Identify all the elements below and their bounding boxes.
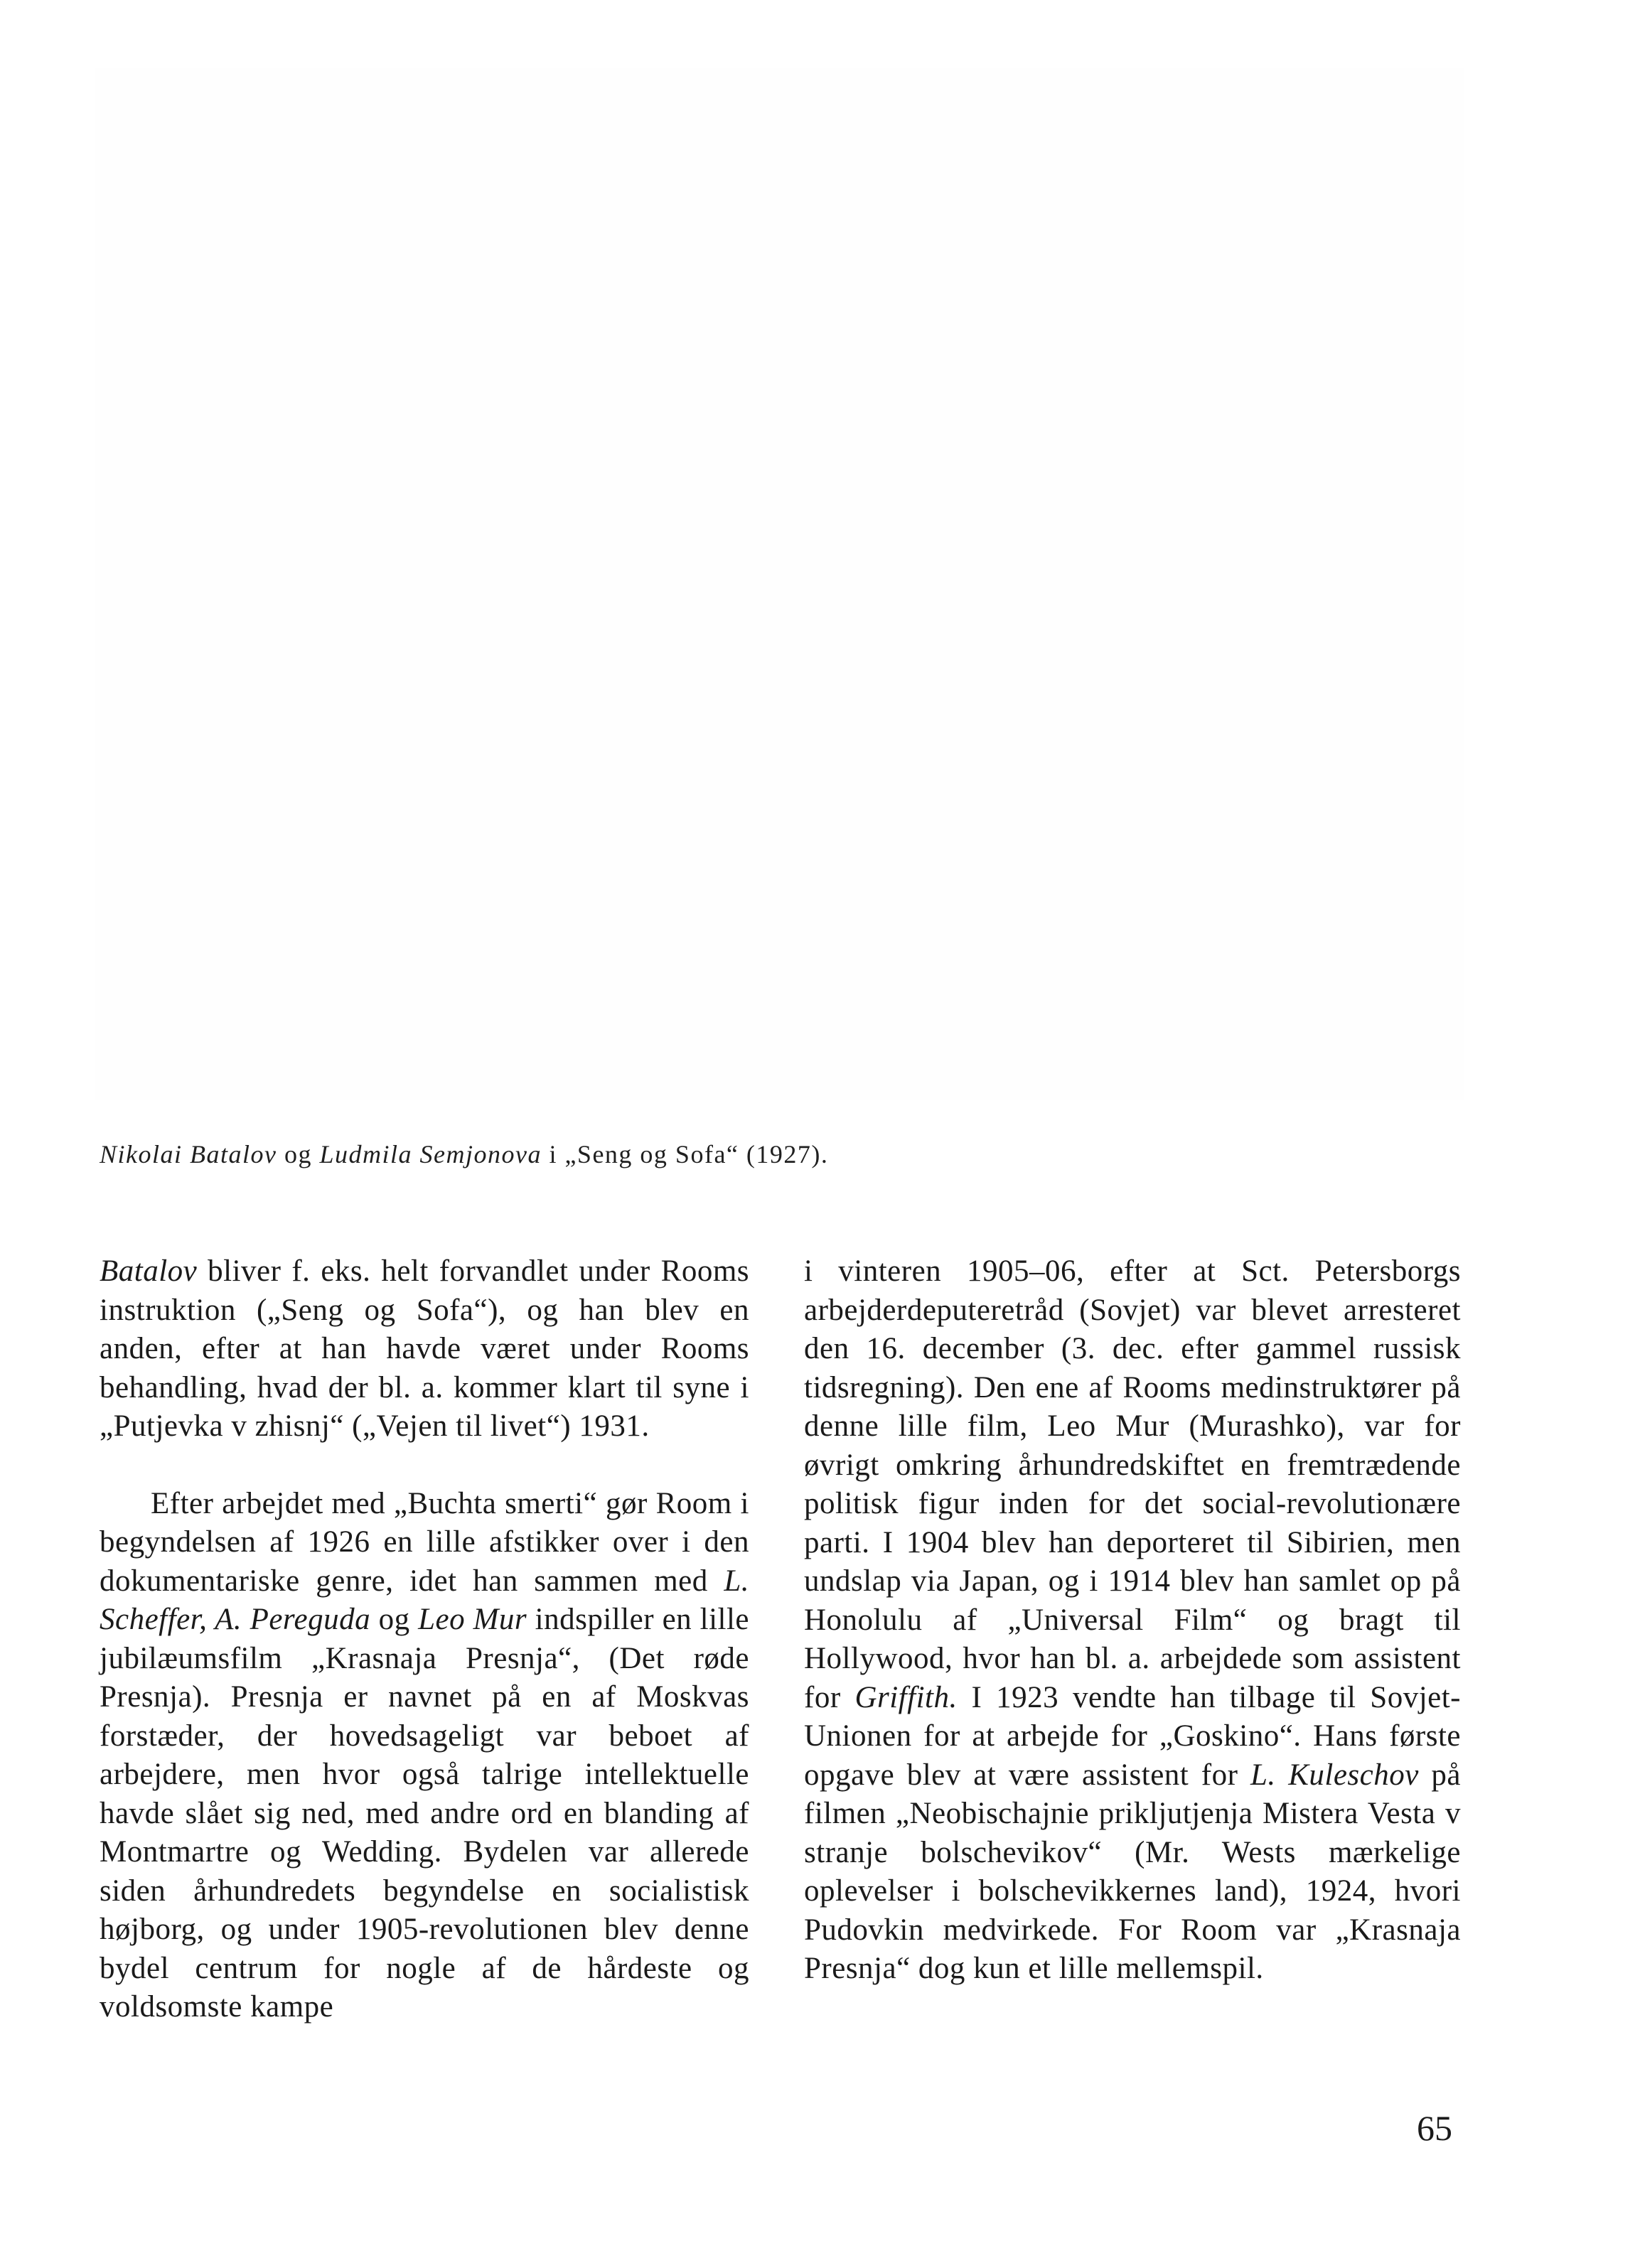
caption-connector: og xyxy=(277,1140,320,1168)
caption-name-semjonova: Ludmila Semjonova xyxy=(319,1140,542,1168)
left-paragraph-2 xyxy=(100,1485,749,2027)
page-number: 65 xyxy=(1417,2108,1452,2148)
left-p2-og: og xyxy=(370,1603,419,1636)
right-column xyxy=(804,1252,1461,1989)
right-text-3: på filmen „Neobischajnie prikljutjenja Mistera Vesta v stranje bolschevikov“ (Mr. Wests mærkelige oplevelser i bolschevikkernes land), 1924, hvori Pudovkin medvirkede. For Room var „Krasnaja Presnja“ dog kun et lille mellemspil. xyxy=(804,1758,1461,1985)
right-paragraph xyxy=(804,1252,1461,1989)
caption-name-batalov: Nikolai Batalov xyxy=(100,1140,277,1168)
left-p2-names: L. Scheffer, A. Pereguda xyxy=(100,1564,749,1636)
right-griffith: Griffith. xyxy=(854,1680,958,1714)
right-text-1: i vinteren 1905–06, efter at Sct. Petersborgs arbejderdeputeretråd (Sovjet) var blevet arresteret den 16. december (3. dec. efter gammel russisk tidsregning). Den ene af Rooms medinstruktører på denne lille film, Leo Mur (Murashko), var for øvrigt omkring århundredskiftet en fremtrædende politisk figur inden for det social-revolutionære parti. I 1904 blev han deporteret til Sibirien, men undslap via Japan, og i 1914 blev han samlet op på Honolulu af „Universal Film“ og bragt til Hollywood, hvor han bl. a. arbejdede som assistent for xyxy=(804,1254,1461,1714)
left-column xyxy=(100,1252,749,2027)
photo-caption xyxy=(100,1139,1450,1169)
photo-area xyxy=(95,68,1464,1100)
left-p2-text-1: Efter arbejdet med „Buchta smerti“ gør Room i begyndelsen af 1926 en lille afstikker over i den dokumentariske genre, idet han sammen med xyxy=(100,1486,749,1598)
right-text-2: I 1923 vendte han tilbage til Sovjet-Unionen for at arbejde for „Goskino“. Hans første opgave blev at være assistent for xyxy=(804,1680,1461,1792)
right-kuleschov: L. Kuleschov xyxy=(1250,1758,1419,1792)
left-p2-text-2: indspiller en lille jubilæumsfilm „Krasnaja Presnja“, (Det røde Presnja). Presnja er navnet på en af Moskvas forstæder, der hovedsageligt var beboet af arbejdere, men hvor også talrige intellektuelle havde slået sig ned, med andre ord en blanding af Montmartre og Wedding. Bydelen var allerede siden århundredets begyndelse en socialistisk højborg, og under 1905-revolutionen blev denne bydel centrum for nogle af de hårdeste og voldsomste kampe xyxy=(100,1603,750,2024)
left-paragraph-1 xyxy=(100,1252,749,1446)
caption-rest: i „Seng og Sofa“ (1927). xyxy=(541,1140,829,1168)
left-p2-leo-mur: Leo Mur xyxy=(418,1603,527,1636)
left-p1-batalov: Batalov xyxy=(100,1254,198,1288)
left-p1-text: bliver f. eks. helt forvandlet under Rooms instruktion („Seng og Sofa“), og han blev en anden, efter at han havde været under Rooms behandling, hvad der bl. a. kommer klart til syne i „Putjevka v zhisnj“ („Vejen til livet“) 1931. xyxy=(100,1254,749,1443)
